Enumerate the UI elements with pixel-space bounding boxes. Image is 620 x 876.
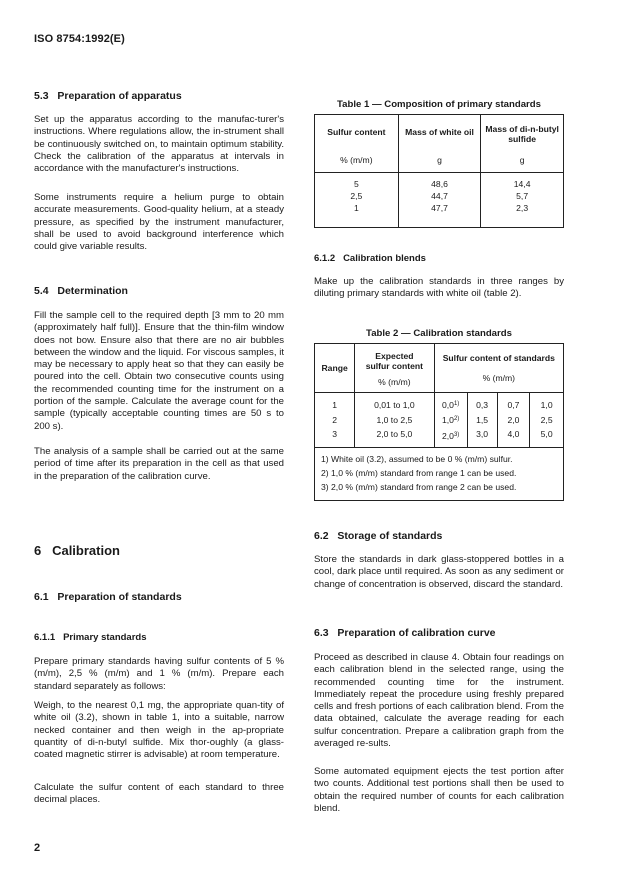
- table-2: [314, 343, 564, 501]
- table-2-col-s3: [497, 393, 530, 448]
- table-cell: 2,5: [540, 414, 553, 425]
- table-2-col-s4: [530, 393, 564, 448]
- table-cell: 2: [332, 414, 337, 425]
- section-5-3-para-1: Set up the apparatus according to the manufac-turer's instructions. Where regulations allow, the in-strument shall be continuously switched on, to maintain optimum stability. Check the calibration of the apparatus at intervals in accordance with the manufacturer's instructions.: [34, 114, 284, 175]
- section-6-2-para-1: Store the standards in dark glass-stoppered bottles in a cool, dark place until required. As soon as any sediment or change of concentration is observed, discard the standard.: [314, 554, 564, 590]
- table-2-footnotes: [315, 448, 564, 501]
- table-1-unit: % (m/m): [315, 149, 399, 173]
- table-cell: 1,5: [476, 414, 489, 425]
- section-5-3-heading: [34, 90, 182, 102]
- table-1-header-dibutyl: Mass of di-n-butyl sulfide: [481, 115, 564, 149]
- footnote: 1) White oil (3.2), assumed to be 0 % (m/m) sulfur.: [321, 454, 513, 464]
- table-cell: 0,01 to 1,0: [374, 400, 415, 411]
- section-title: Calibration blends: [343, 253, 426, 264]
- table-cell: 0,7: [507, 400, 520, 411]
- table-cell: 5,0: [540, 429, 553, 440]
- section-5-4-heading: [34, 285, 128, 297]
- section-6-1-1-heading: [34, 632, 147, 643]
- table-cell: 14,4: [481, 173, 564, 190]
- table-cell: 2,0: [507, 414, 520, 425]
- section-number: 6.1.1: [34, 632, 56, 643]
- table-1-unit: g: [481, 149, 564, 173]
- table-cell: 48,6: [398, 173, 481, 190]
- table-cell: 4,0: [507, 429, 520, 440]
- section-title: Preparation of standards: [57, 591, 182, 603]
- table-cell: 5,7: [481, 189, 564, 203]
- table-2-caption: Table 2 — Calibration standards: [366, 328, 512, 339]
- table-2-header-expected: [355, 344, 434, 393]
- section-6-3-para-2: Some automated equipment ejects the test portion after two counts. Additional test portions shall then be used to obtain the required number of counts for each calibration blend.: [314, 766, 564, 814]
- section-title: Primary standards: [63, 632, 147, 643]
- table-cell: 2,0 to 5,0: [376, 429, 413, 440]
- table-cell: [435, 428, 467, 444]
- section-number: 6.3: [314, 627, 329, 639]
- section-6-heading: [34, 543, 120, 558]
- table-cell: 3: [332, 429, 337, 440]
- section-number: 5.3: [34, 90, 49, 102]
- section-title: Preparation of apparatus: [57, 90, 182, 102]
- table-2-col-expected: [355, 393, 434, 448]
- section-number: 6.1: [34, 591, 49, 603]
- table-2-header-standards-label: Sulfur content of standards: [442, 353, 555, 363]
- table-cell: 1,0: [540, 400, 553, 411]
- footnote: 2) 1,0 % (m/m) standard from range 1 can be used.: [321, 468, 517, 478]
- value: 1,0: [441, 415, 454, 426]
- section-title: Calibration: [52, 543, 120, 558]
- table-2-header-range: Range: [315, 344, 355, 393]
- document-id-header: ISO 8754:1992(E): [34, 33, 125, 45]
- table-2-header-standards-unit: % (m/m): [482, 373, 516, 383]
- section-number: 5.4: [34, 285, 49, 297]
- footnote-ref: 3): [453, 431, 460, 438]
- table-cell: 0,3: [476, 400, 489, 411]
- table-cell: 3,0: [476, 429, 489, 440]
- table-1-caption: Table 1 — Composition of primary standards: [337, 99, 541, 110]
- footnote-ref: 2): [453, 416, 460, 423]
- table-1: [314, 114, 564, 228]
- table-cell: 1: [315, 203, 399, 227]
- table-2-header-expected-label: Expected sulfur content: [365, 351, 424, 371]
- section-6-1-2-para-1: Make up the calibration standards in three ranges by diluting primary standards with white oil (table 2).: [314, 276, 564, 300]
- section-title: Storage of standards: [337, 530, 443, 542]
- section-5-4-para-2: The analysis of a sample shall be carried out at the same period of time after its preparation in the cell as that used in the preparation of the calibration curve.: [34, 446, 284, 482]
- table-2-col-s1: [434, 393, 467, 448]
- table-row: [315, 189, 564, 203]
- section-6-1-1-para-3: Calculate the sulfur content of each standard to three decimal places.: [34, 782, 284, 806]
- table-1-header-white-oil: Mass of white oil: [398, 115, 481, 149]
- table-2-col-range: [315, 393, 355, 448]
- section-5-4-para-1: Fill the sample cell to the required depth [3 mm to 20 mm (approximately half full)]. Ensure that the thin-film window does not bow. Ensure also that there are no air bubbles between the window and the liquid. For viscous samples, it may be necessary to apply heat so that they can easily be poured into the cell. Obtain two consecutive counts using the recommended counting time for the instrument on a portion of the sample. Calculate the average count for the sample (typically acceptable counting times are 50 s to 200 s).: [34, 310, 284, 432]
- section-number: 6.1.2: [314, 253, 336, 264]
- section-6-1-1-para-2: Weigh, to the nearest 0,1 mg, the appropriate quan-tity of white oil (3.2), shown in table 1, into a suitable, narrow necked container and then weigh in the ap-propriate quantity of di-n-butyl sulfide. Mix thor-oughly (a glass-coated magnetic stirrer is advisable) at room temperature.: [34, 700, 284, 761]
- table-cell: [435, 397, 467, 413]
- table-2-header-expected-unit: % (m/m): [378, 377, 411, 387]
- section-6-1-heading: [34, 591, 182, 603]
- table-cell: 2,5: [315, 189, 399, 203]
- table-2-body: [315, 393, 564, 448]
- table-cell: 47,7: [398, 203, 481, 227]
- section-6-1-1-para-1: Prepare primary standards having sulfur contents of 5 % (m/m), 2,5 % (m/m) and 1 % (m/m). Prepare each standard separately as follows:: [34, 656, 284, 692]
- table-row: [315, 173, 564, 190]
- footnote-ref: 1): [453, 400, 460, 407]
- section-6-1-2-heading: [314, 253, 426, 264]
- section-number: 6: [34, 543, 42, 558]
- page-number: 2: [34, 842, 41, 854]
- table-cell: 44,7: [398, 189, 481, 203]
- section-number: 6.2: [314, 530, 329, 542]
- table-cell: 1: [332, 400, 337, 411]
- table-2-col-s2: [467, 393, 497, 448]
- value: 0,0: [441, 399, 454, 410]
- section-6-3-heading: [314, 627, 496, 639]
- table-1-header-sulfur: Sulfur content: [315, 115, 399, 149]
- section-6-2-heading: [314, 530, 442, 542]
- table-cell: 5: [315, 173, 399, 190]
- section-6-3-para-1: Proceed as described in clause 4. Obtain four readings on each calibration blend in the selected range, using the recommended counting time for the instrument. Immediately repeat the procedure using freshly prepared cells and fresh portions of each calibration blend. From the data obtained, calculate the average reading for each sulfur concentration. Prepare a calibration graph from the averaged re-sults.: [314, 652, 564, 750]
- table-row: [315, 203, 564, 227]
- section-title: Preparation of calibration curve: [337, 627, 496, 639]
- section-title: Determination: [57, 285, 128, 297]
- table-cell: 1,0 to 2,5: [376, 414, 413, 425]
- footnote: 3) 2,0 % (m/m) standard from range 2 can be used.: [321, 482, 517, 492]
- table-2-header-standards: [434, 344, 563, 393]
- section-5-3-para-2: Some instruments require a helium purge to obtain accurate measurements. Good-quality helium, at a steady pressure, as specified by the instrument manufacturer, shall be used to avoid background interference which could give variable results.: [34, 192, 284, 253]
- value: 2,0: [441, 430, 454, 441]
- table-1-unit: g: [398, 149, 481, 173]
- table-cell: 2,3: [481, 203, 564, 227]
- table-cell: [435, 412, 467, 428]
